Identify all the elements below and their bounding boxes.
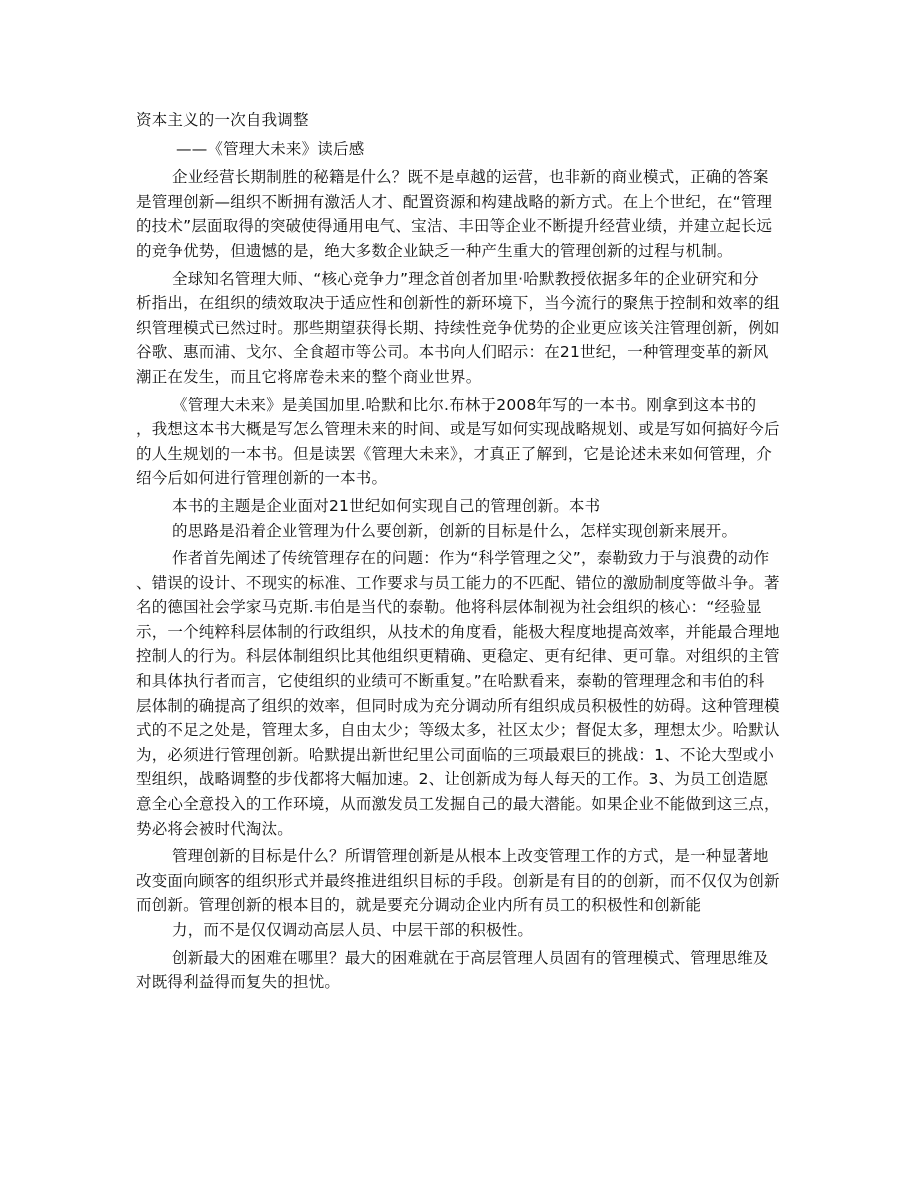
paragraph-line: 织管理模式已然过时。那些期望获得长期、持续性竞争优势的企业更应该关注管理创新，例如 [136,318,780,337]
paragraph-line: 管理创新的目标是什么？所谓管理创新是从根本上改变管理工作的方式，是一种显著地 [172,847,769,866]
paragraph-line: 潮正在发生，而且它将席卷未来的整个商业世界。 [136,367,482,386]
paragraph-7 [136,946,784,995]
paragraph-line: ，我想这本书大概是写怎么管理未来的时间、或是写如何实现战略规划、或是写如何搞好今后 [136,420,780,439]
paragraph-line: 的人生规划的一本书。但是读罢《管理大未来》，才真正了解到，它是论述未来如何管理，介 [136,444,772,463]
paragraph-line: 谷歌、惠而浦、戈尔、全食超市等公司。本书向人们昭示：在21世纪，一种管理变革的新风 [136,343,769,362]
paragraph-line: 为，必须进行管理创新。哈默提出新世纪里公司面临的三项最艰巨的挑战：1、不论大型或小 [136,745,775,764]
paragraph-line: 改变面向顾客的组织形式并最终推进组织目标的手段。创新是有目的的创新，而不仅仅为创新 [136,871,780,890]
paragraph-line: 的技术”层面取得的突破使得通用电气、宝洁、丰田等企业不断提升经营业绩，并建立起长远 [136,217,773,236]
paragraph-line: 《管理大未来》是美国加里.哈默和比尔.布林于2008年写的一本书。刚拿到这本书的 [172,395,757,414]
document-title: 资本主义的一次自我调整 [136,111,309,129]
paragraph-line: 层体制的确提高了组织的效率，但同时成为充分调动所有组织成员积极性的妨碍。这种管理模 [136,696,780,715]
paragraph-line: 对既得利益得而复失的担忧。 [136,973,341,992]
paragraph-line: 析指出，在组织的绩效取决于适应性和创新性的新环境下，当今流行的聚焦于控制和效率的组 [136,294,780,313]
paragraph-line: 、错误的设计、不现实的标准、工作要求与员工能力的不匹配、错位的激励制度等做斗争。著 [136,573,780,592]
paragraph-line: 本书的主题是企业面对21世纪如何实现自己的管理创新。本书 [172,496,601,515]
paragraph-4 [136,494,784,543]
paragraph-line: 意全心全意投入的工作环境，从而激发员工发掘自己的最大潜能。如果企业不能做到这三点， [136,795,780,814]
paragraph-line: 控制人的行为。科层体制组织比其他组织更精确、更稳定、更有纪律、更可靠。对组织的主管 [136,647,780,666]
paragraph-3 [136,393,784,491]
paragraph-line: 型组织，战略调整的步伐都将大幅加速。2、让创新成为每人每天的工作。3、为员工创造愿 [136,770,769,789]
document-page [136,108,784,998]
paragraph-line: 力，而不是仅仅调动高层人员、中层干部的积极性。 [172,921,534,939]
paragraph-line: 创新最大的困难在哪里？最大的困难就在于高层管理人员固有的管理模式、管理思维及 [172,948,769,967]
paragraph-line: 的思路是沿着企业管理为什么要创新，创新的目标是什么，怎样实现创新来展开。 [172,521,738,540]
paragraph-line: 是管理创新—组织不断拥有激活人才、配置资源和构建战略的新方式。在上个世纪，在“管理 [136,192,773,211]
paragraph-2 [136,267,784,390]
paragraph-6 [136,844,784,942]
paragraph-line: 示，一个纯粹科层体制的行政组织，从技术的角度看，能极大程度地提高效率，并能最合理地 [136,622,780,641]
document-subtitle: ——《管理大未来》读后感 [176,139,365,158]
paragraph-line: 名的德国社会学家马克斯.韦伯是当代的泰勒。他将科层体制视为社会组织的核心：“经验显 [136,598,762,617]
paragraph-line: 绍今后如何进行管理创新的一本书。 [136,469,388,488]
paragraph-line: 全球知名管理大师、“核心竞争力”理念首创者加里·哈默教授依据多年的企业研究和分 [172,269,759,288]
paragraph-line: 作者首先阐述了传统管理存在的问题：作为“科学管理之父”，泰勒致力于与浪费的动作 [172,549,770,568]
paragraph-line: 企业经营长期制胜的秘籍是什么？既不是卓越的运营，也非新的商业模式，正确的答案 [172,168,769,187]
paragraph-line: 势必将会被时代淘汰。 [136,819,294,838]
paragraph-line: 式的不足之处是，管理太多，自由太少；等级太多，社区太少；督促太多，理想太少。哈默认 [136,721,780,740]
paragraph-line: 和具体执行者而言，它使组织的业绩可不断重复。”在哈默看来，泰勒的管理理念和韦伯的科 [136,672,765,691]
paragraph-line: 的竞争优势，但遗憾的是，绝大多数企业缺乏一种产生重大的管理创新的过程与机制。 [136,241,733,260]
paragraph-5 [136,546,784,841]
paragraph-1 [136,165,784,263]
paragraph-line: 而创新。管理创新的根本目的，就是要充分调动企业内所有员工的积极性和创新能 [136,896,702,915]
